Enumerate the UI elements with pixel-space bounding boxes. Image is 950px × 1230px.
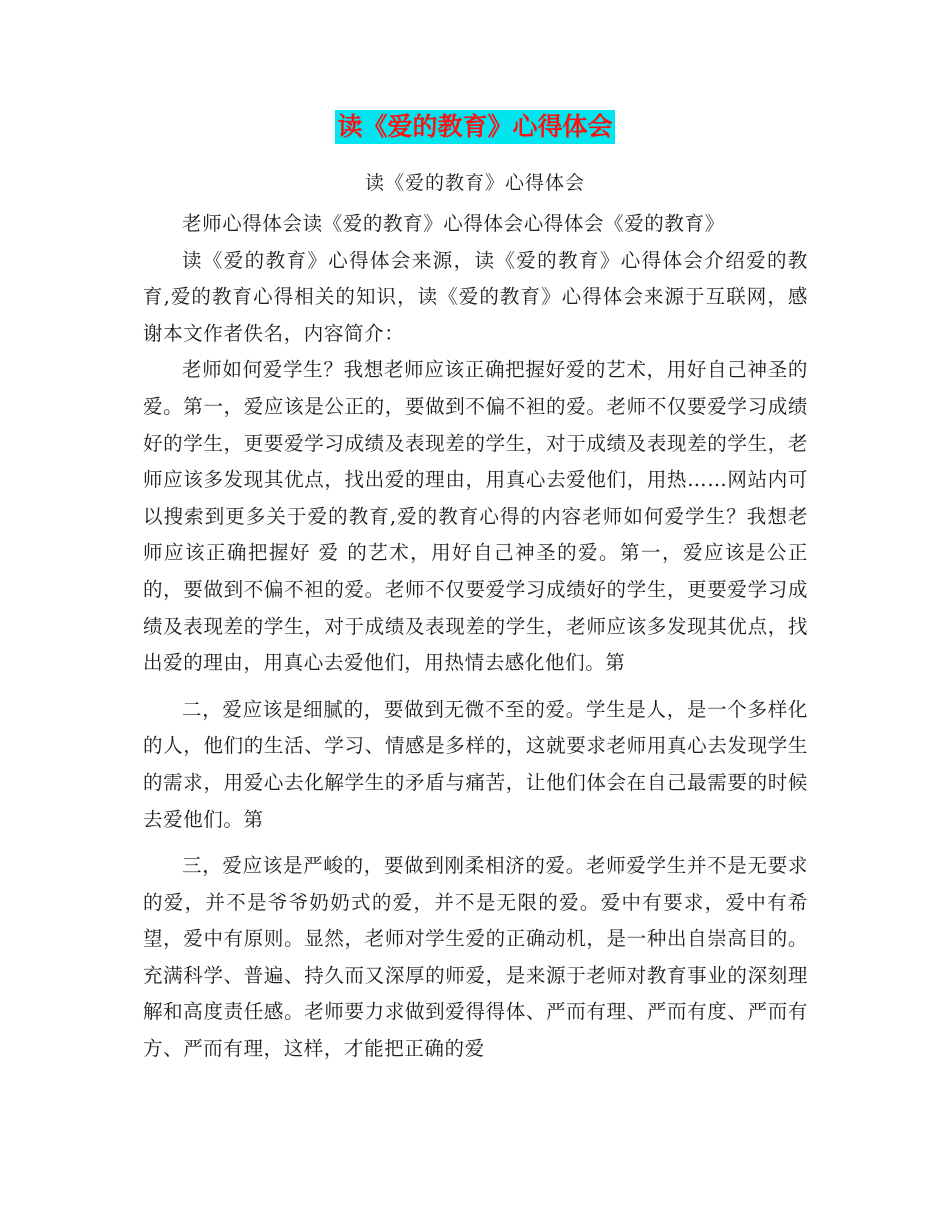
document-body xyxy=(143,206,808,1068)
document-title: 读《爱的教育》心得体会 xyxy=(335,110,614,144)
paragraph-source: 读《爱的教育》心得体会来源，读《爱的教育》心得体会介绍爱的教育,爱的教育心得相关的知识，读《爱的教育》心得体会来源于互联网，感谢本文作者佚名，内容简介： xyxy=(143,248,808,345)
paragraph-first-point: 老师如何爱学生？我想老师应该正确把握好爱的艺术，用好自己神圣的爱。第一，爱应该是公正的，要做到不偏不袒的爱。老师不仅要爱学习成绩好的学生，更要爱学习成绩及表现差的学生，对于成绩及表现差的学生，老师应该多发现其优点，找出爱的理由，用真心去爱他们，用热……网站内可以搜索到更多关于爱的教育,爱的教育心得的内容老师如何爱学生？我想老师应该正确把握好 爱 的艺术，用好自己神圣的爱。第一，爱应该是公正的，要做到不偏不袒的爱。老师不仅要爱学习成绩好的学生，更要爱学习成绩及表现差的学生，对于成绩及表现差的学生，老师应该多发现其优点，找出爱的理由，用真心去爱他们，用热情去感化他们。第 xyxy=(143,358,808,675)
paragraph-third-point: 三，爱应该是严峻的，要做到刚柔相济的爱。老师爱学生并不是无要求的爱，并不是爷爷奶奶式的爱，并不是无限的爱。爱中有要求，爱中有希望，爱中有原则。显然，老师对学生爱的正确动机，是一种出自崇高目的。充满科学、普遍、持久而又深厚的师爱，是来源于老师对教育事业的深刻理解和高度责任感。老师要力求做到爱得得体、严而有理、严而有度、严而有方、严而有理，这样，才能把正确的爱 xyxy=(143,854,808,1061)
document-subtitle: 读《爱的教育》心得体会 xyxy=(364,172,585,194)
paragraph-second-point: 二，爱应该是细腻的，要做到无微不至的爱。学生是人，是一个多样化的人，他们的生活、学习、情感是多样的，这就要求老师用真心去发现学生的需求，用爱心去化解学生的矛盾与痛苦，让他们体会在自己最需要的时候去爱他们。第 xyxy=(143,697,808,831)
paragraph-tags: 老师心得体会读《爱的教育》心得体会心得体会《爱的教育》 xyxy=(182,212,725,235)
title-container xyxy=(0,110,950,144)
